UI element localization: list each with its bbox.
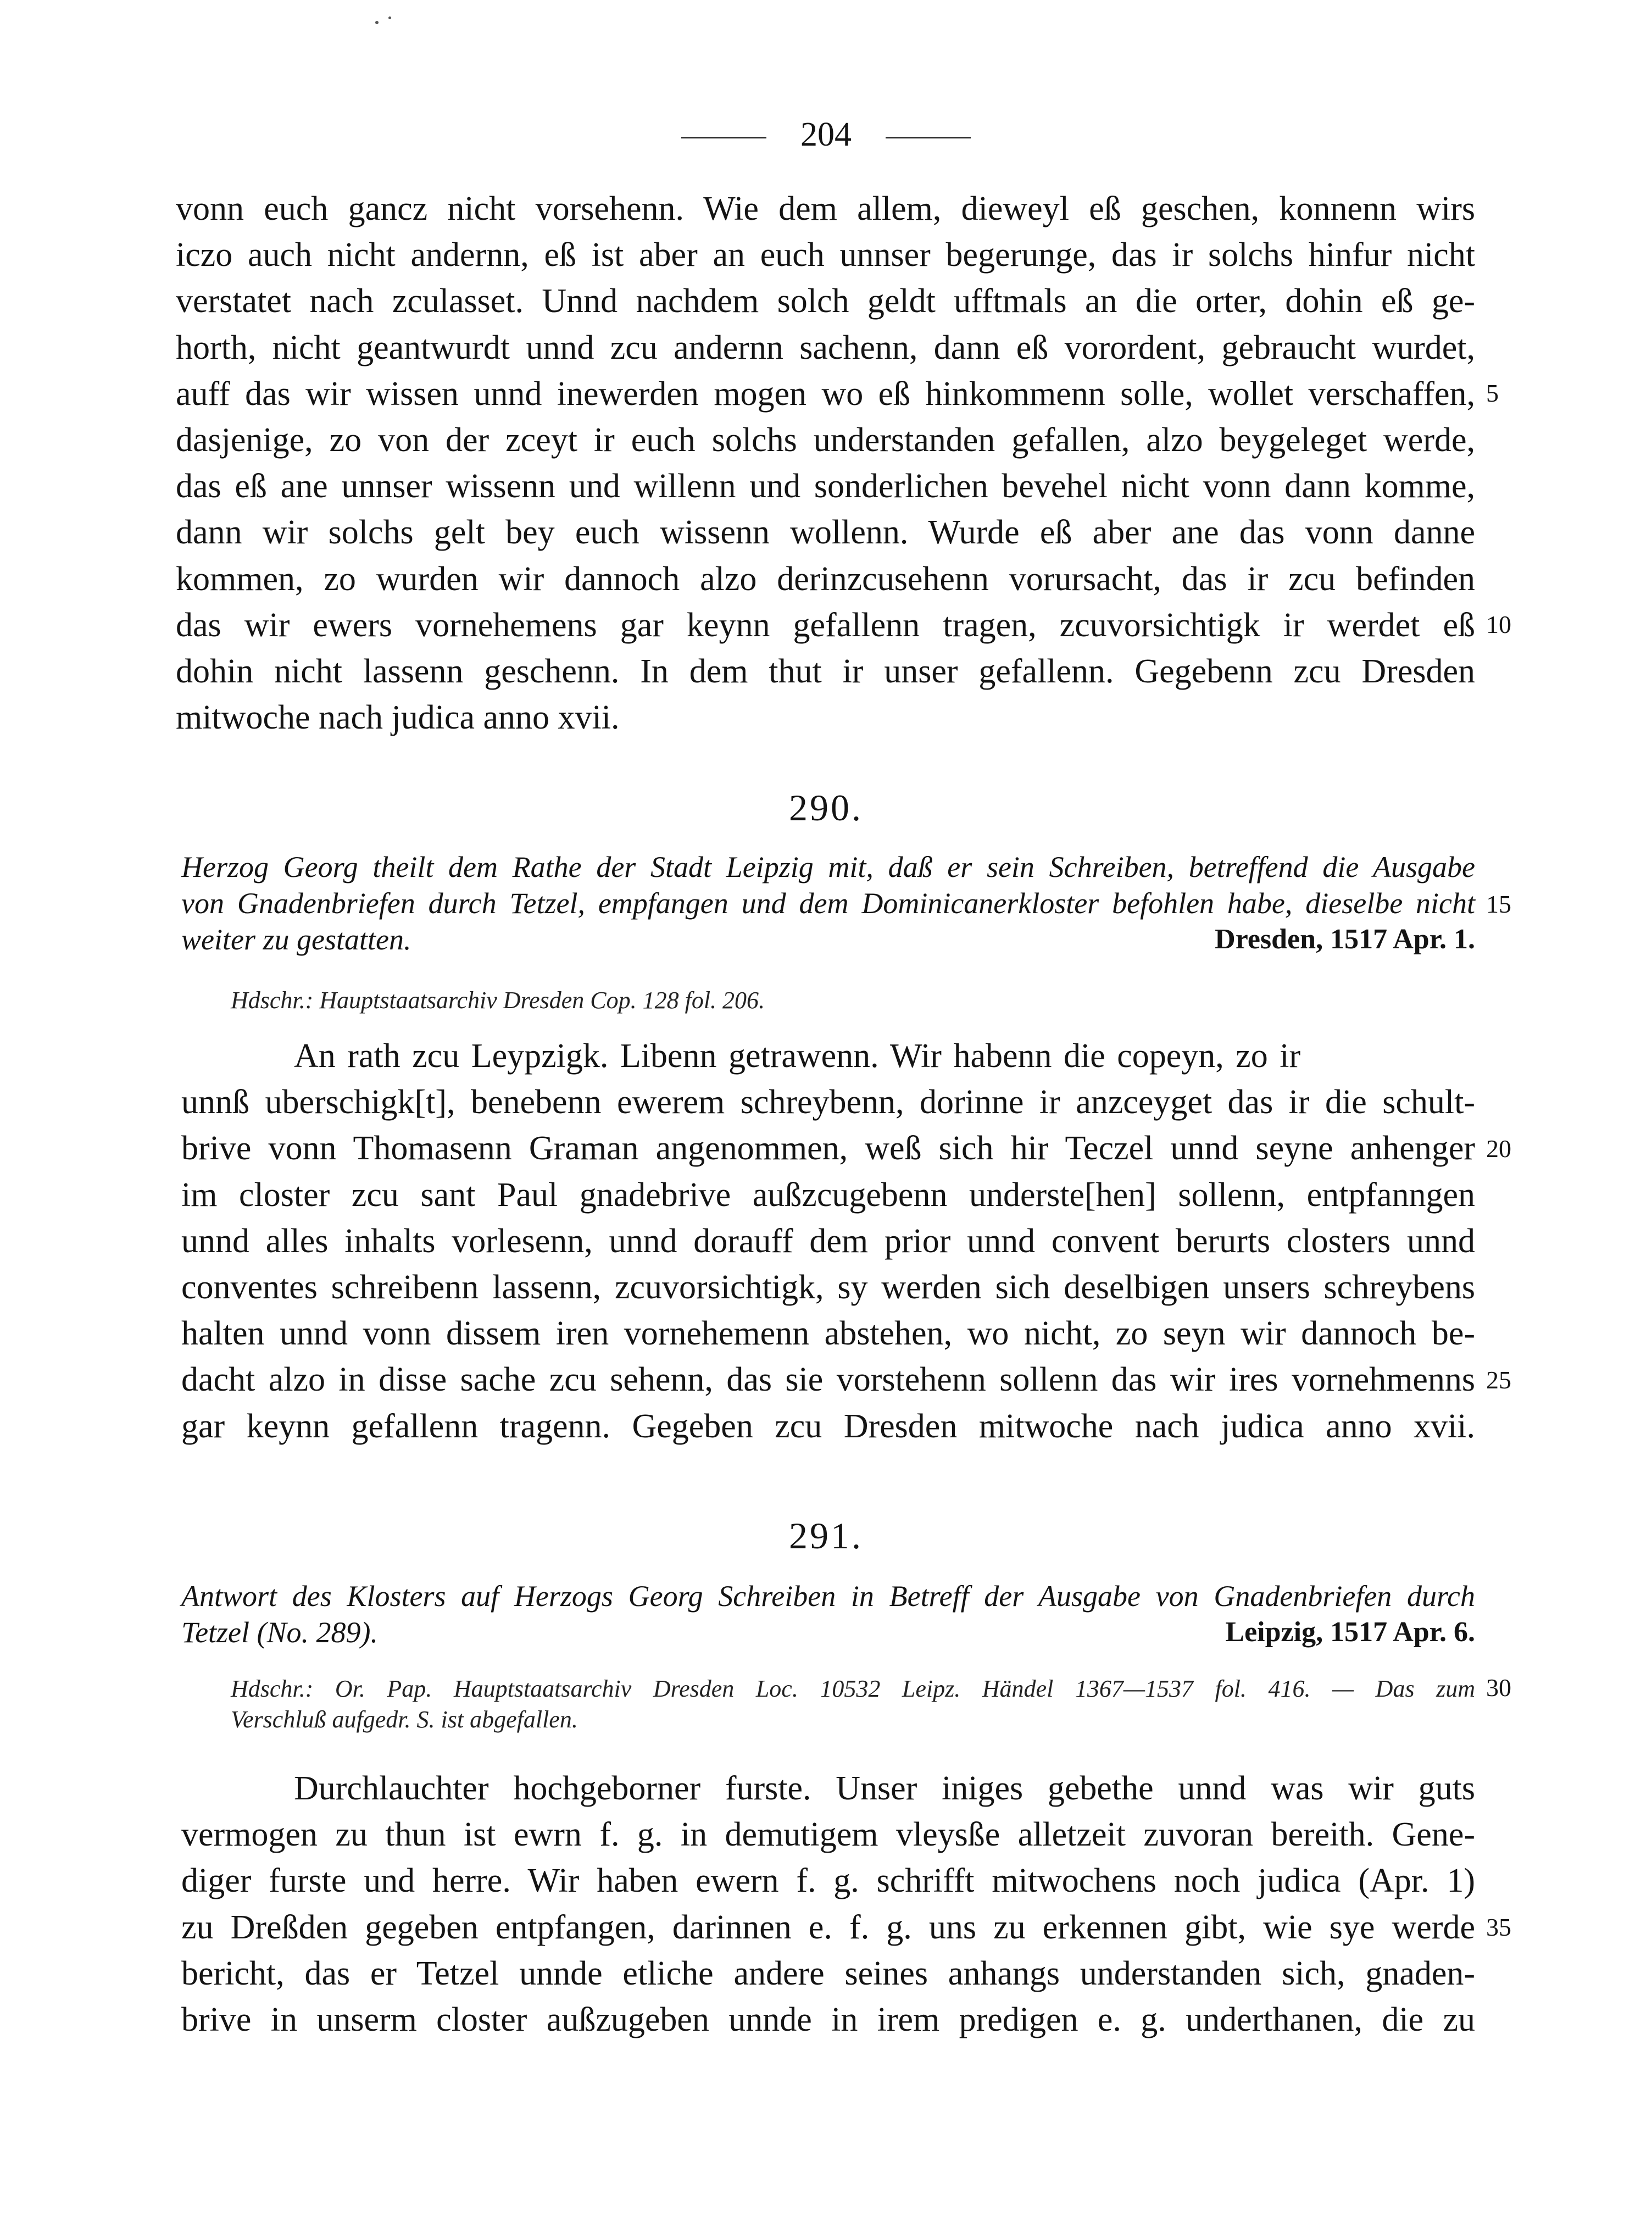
regest-last-row — [181, 1614, 1475, 1651]
document-text-291 — [181, 1765, 1475, 2043]
text-line: auff das wir wissen unnd inewerden mogen wo eß hinkommenn solle, wollet verschaffen, — [176, 375, 1475, 413]
document-date: Leipzig, 1517 Apr. 6. — [1225, 1616, 1475, 1648]
regest-290 — [181, 849, 1475, 958]
line-number: 30 — [1486, 1674, 1511, 1702]
regest-last-row — [181, 921, 1475, 958]
text-line: vermogen zu thun ist ewrn f. g. in demutigem vleysße alletzeit zuvoran bereith. Gene- — [181, 1816, 1475, 1854]
regest-line: Tetzel (No. 289). — [181, 1616, 379, 1649]
text-line: unnß uberschigk[t], benebenn ewerem schreybenn, dorinne ir anzceyget das ir die schult- — [181, 1083, 1475, 1121]
line-number: 20 — [1486, 1135, 1511, 1163]
text-line: im closter zcu sant Paul gnadebrive außzcugebenn underste[hen] sollenn, entpfanngen — [181, 1176, 1475, 1214]
text-line: dann wir solchs gelt bey euch wissenn wollenn. Wurde eß aber ane das vonn danne — [176, 514, 1475, 552]
text-line: An rath zcu Leypzigk. Libenn getrawenn. Wir habenn die copeyn, zo ir — [294, 1037, 1301, 1075]
regest-line: weiter zu gestatten. — [181, 923, 411, 956]
document-number-290: 290. — [789, 787, 863, 829]
text-line: iczo auch nicht andernn, eß ist aber an euch unnser begerunge, das ir solchs hinfur nicht — [176, 236, 1475, 274]
header-rule-left — [681, 137, 766, 138]
text-line: dacht alzo in disse sache zcu sehenn, das sie vorstehenn sollenn das wir ires vornehmenns — [181, 1361, 1475, 1399]
text-line: conventes schreibenn lassenn, zcuvorsichtigk, sy werden sich deselbigen unsers schreybens — [181, 1268, 1475, 1306]
line-number: 25 — [1486, 1366, 1511, 1394]
text-line: unnd alles inhalts vorlesenn, unnd dorauff dem prior unnd convent berurts closters unnd — [181, 1222, 1475, 1260]
page-header — [0, 113, 1652, 157]
line-number: 5 — [1486, 379, 1499, 407]
text-line: zu Dreßden gegeben entpfangen, darinnen e. f. g. uns zu erkennen gibt, wie sye werde — [181, 1908, 1475, 1946]
text-line: dasjenige, zo von der zceyt ir euch solchs understanden gefallen, alzo beygeleget werde, — [176, 421, 1475, 459]
print-speck — [375, 21, 379, 24]
document-text-290 — [181, 1033, 1475, 1449]
text-line: brive in unserm closter außzugeben unnde in irem predigen e. g. underthanen, die zu — [181, 2000, 1475, 2038]
source-line: Hdschr.: Or. Pap. Hauptstaatsarchiv Dresden Loc. 10532 Leipz. Händel 1367—1537 fol. 416. — Das zum — [231, 1675, 1475, 1702]
line-number: 10 — [1486, 610, 1511, 638]
text-line: bericht, das er Tetzel unnde etliche andere seines anhangs understanden sich, gnaden- — [181, 1954, 1475, 1992]
source-line: Hdschr.: Hauptstaatsarchiv Dresden Cop. 128 fol. 206. — [231, 987, 765, 1014]
text-line: dohin nicht lassenn geschenn. In dem thut ir unser gefallenn. Gegebenn zcu Dresden — [176, 652, 1475, 690]
source-line: Verschluß aufgedr. S. ist abgefallen. — [231, 1706, 578, 1733]
text-line: das wir ewers vornehemens gar keynn gefallenn tragen, zcuvorsichtigk ir werdet eß — [176, 606, 1475, 644]
text-line: Durchlauchter hochgeborner furste. Unser iniges gebethe unnd was wir guts — [294, 1770, 1475, 1807]
header-rule-right — [886, 137, 971, 138]
regest-line: von Gnadenbriefen durch Tetzel, empfangen und dem Dominicanerkloster befohlen habe, dieselbe nicht — [181, 887, 1475, 920]
text-line: horth, nicht geantwurdt unnd zcu andernn sachenn, dann eß vorordent, gebraucht wurdet, — [176, 329, 1475, 366]
line-number: 15 — [1486, 890, 1511, 918]
text-line: vonn euch gancz nicht vorsehenn. Wie dem allem, dieweyl eß geschen, konnenn wirs — [176, 190, 1475, 227]
line-number: 35 — [1486, 1913, 1511, 1941]
regest-291 — [181, 1578, 1475, 1651]
page-number: 204 — [800, 116, 852, 153]
text-line: halten unnd vonn dissem iren vornehemenn abstehen, wo nicht, zo seyn wir dannoch be- — [181, 1315, 1475, 1353]
text-line: brive vonn Thomasenn Graman angenommen, weß sich hir Teczel unnd seyne anhenger — [181, 1130, 1475, 1168]
text-line: verstatet nach zculasset. Unnd nachdem solch geldt ufftmals an die orter, dohin eß ge- — [176, 282, 1475, 320]
regest-line: Antwort des Klosters auf Herzogs Georg Schreiben in Betreff der Ausgabe von Gnadenbriefen durch — [181, 1580, 1475, 1613]
manuscript-source-291 — [231, 1674, 1475, 1735]
text-line: das eß ane unnser wissenn und willenn und sonderlichen bevehel nicht vonn dann komme, — [176, 468, 1475, 505]
manuscript-source-290 — [231, 985, 1475, 1016]
text-line: mitwoche nach judica anno xvii. — [176, 699, 620, 737]
text-line: kommen, zo wurden wir dannoch alzo derinzcusehenn vorursacht, das ir zcu befinden — [176, 560, 1475, 598]
regest-line: Herzog Georg theilt dem Rathe der Stadt Leipzig mit, daß er sein Schreiben, betreffend die Ausgabe — [181, 851, 1475, 883]
document-date: Dresden, 1517 Apr. 1. — [1215, 924, 1475, 955]
text-line: diger furste und herre. Wir haben ewern f. g. schrifft mitwochens noch judica (Apr. 1) — [181, 1862, 1475, 1900]
text-line: gar keynn gefallenn tragenn. Gegeben zcu Dresden mitwoche nach judica anno xvii. — [181, 1407, 1475, 1445]
intro-text-block — [176, 186, 1475, 741]
document-number-291: 291. — [789, 1515, 863, 1557]
print-speck — [388, 16, 391, 19]
